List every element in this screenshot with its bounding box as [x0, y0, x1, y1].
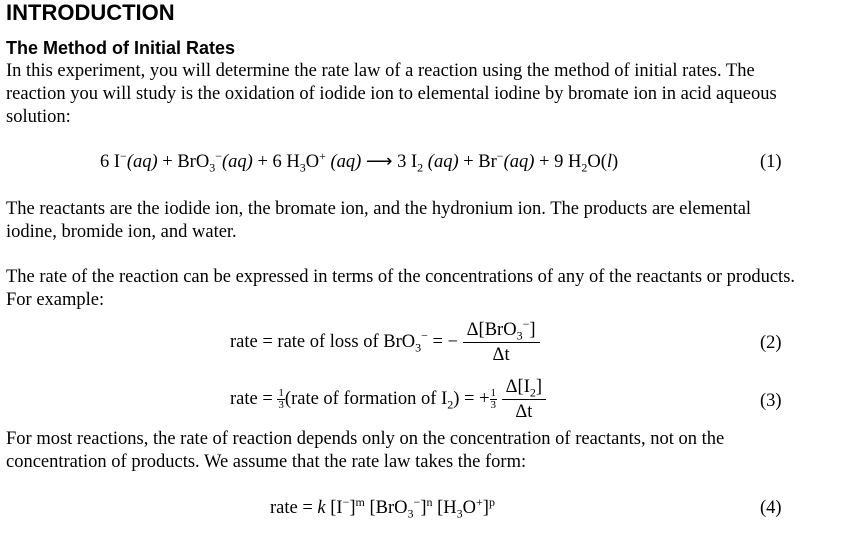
- eq3-num-text: Δ[I: [505, 377, 530, 397]
- eq4-text: ]: [349, 498, 356, 518]
- eq1-phase: (aq): [221, 152, 253, 172]
- eq3-sub: 2: [447, 397, 454, 412]
- eq3-small-num: 1: [278, 387, 284, 399]
- eq2-text: = −: [427, 331, 459, 352]
- eq1-text: + BrO: [157, 152, 210, 172]
- paragraph-rate: The rate of the reaction can be expressed in terms of the concentrations of any of the reactants or products. For example:: [6, 267, 796, 310]
- eq1-sub: 2: [417, 160, 424, 175]
- eq3-text: rate =: [230, 388, 278, 409]
- eq1-phase: (aq): [423, 152, 459, 172]
- equation-2-number: (2): [760, 333, 782, 353]
- equation-4-number: (4): [760, 498, 782, 518]
- paragraph-rate-law: For most reactions, the rate of reaction depends only on the concentration of reactants, not on the concentration of products. We assume that the rate law takes the form:: [6, 429, 725, 472]
- subsection-heading: The Method of Initial Rates: [6, 38, 236, 58]
- eq1-sup: +: [319, 148, 326, 163]
- eq1-text: ): [612, 152, 619, 172]
- eq1-text: 6 I: [100, 152, 121, 172]
- eq4-sub: 3: [407, 506, 414, 521]
- equation-4: [270, 496, 495, 520]
- eq4-text: ]: [482, 498, 489, 518]
- eq3-text: (rate of formation of I: [284, 388, 448, 409]
- eq2-denominator: Δt: [492, 345, 510, 365]
- equation-2: [230, 318, 540, 367]
- eq1-text: + Br: [458, 152, 497, 172]
- eq1-sup: −: [120, 148, 127, 163]
- eq3-numerator: [502, 375, 546, 400]
- section-heading: INTRODUCTION: [6, 0, 175, 25]
- eq4-text: [BrO: [364, 498, 408, 518]
- eq3-fraction: [502, 375, 546, 424]
- eq2-num-text: Δ[BrO: [466, 320, 517, 340]
- eq2-num-text: ]: [529, 320, 536, 340]
- eq4-sup: −: [342, 494, 350, 509]
- eq2-numerator: [463, 318, 540, 343]
- eq2-num-sub: 3: [516, 328, 523, 343]
- eq2-text: rate = rate of loss of BrO: [230, 331, 416, 352]
- paragraph-intro: In this experiment, you will determine the rate law of a reaction using the method of initial rates. The reaction you will study is the oxidation of iodide ion to elemental iodine by bromate ion in acid aqueous solution:: [6, 61, 777, 127]
- eq3-text: ) = +: [453, 388, 490, 409]
- eq4-text: O: [462, 498, 477, 518]
- eq1-text: O: [305, 152, 320, 172]
- eq3-small-fraction-2: [490, 388, 498, 411]
- eq3-small-den: 3: [278, 399, 284, 411]
- eq4-text: ]: [420, 498, 427, 518]
- equation-3-number: (3): [760, 391, 782, 411]
- eq2-sup: −: [421, 328, 428, 343]
- paragraph-reactants: The reactants are the iodide ion, the bromate ion, and the hydronium ion. The products are elemental iodine, bromide ion, and water.: [6, 199, 752, 242]
- eq3-small-den: 3: [490, 399, 497, 411]
- eq1-text: + 6 H: [252, 152, 300, 172]
- eq1-phase: (aq): [503, 152, 535, 172]
- eq2-sub: 3: [415, 340, 422, 355]
- equation-3: [230, 375, 546, 424]
- eq4-order-n: n: [426, 494, 433, 509]
- eq3-small-fraction: [277, 388, 285, 411]
- eq4-text: rate =: [270, 498, 318, 518]
- eq3-small-num: 1: [490, 387, 497, 399]
- eq3-denominator: Δt: [515, 402, 533, 422]
- eq3-num-text: ]: [535, 377, 543, 397]
- eq1-text: + 9 H: [534, 152, 582, 172]
- equation-1-number: (1): [760, 152, 782, 172]
- eq3-num-sub: 2: [529, 385, 536, 400]
- eq1-phase: (aq): [325, 152, 362, 172]
- eq4-order-m: m: [355, 494, 365, 509]
- eq4-rate-constant: k: [317, 498, 326, 518]
- eq1-sub: 3: [299, 160, 306, 175]
- eq1-arrow: ⟶ 3 I: [361, 152, 418, 172]
- eq1-sup: −: [215, 148, 222, 163]
- eq4-text: [H: [432, 498, 457, 518]
- eq1-sub: 2: [581, 160, 588, 175]
- eq1-text: O(: [587, 152, 607, 172]
- eq4-sup: +: [476, 494, 483, 509]
- eq4-sup: −: [413, 494, 421, 509]
- eq1-phase: l: [606, 152, 612, 172]
- eq1-phase: (aq): [126, 152, 158, 172]
- equation-1: [100, 150, 618, 174]
- eq2-fraction: [463, 318, 540, 367]
- eq4-sub: 3: [456, 506, 463, 521]
- eq2-num-sup: −: [522, 316, 530, 331]
- eq1-sub: 3: [209, 160, 216, 175]
- eq4-order-p: p: [488, 494, 495, 509]
- eq1-sup: −: [496, 148, 504, 163]
- eq4-text: [I: [325, 498, 343, 518]
